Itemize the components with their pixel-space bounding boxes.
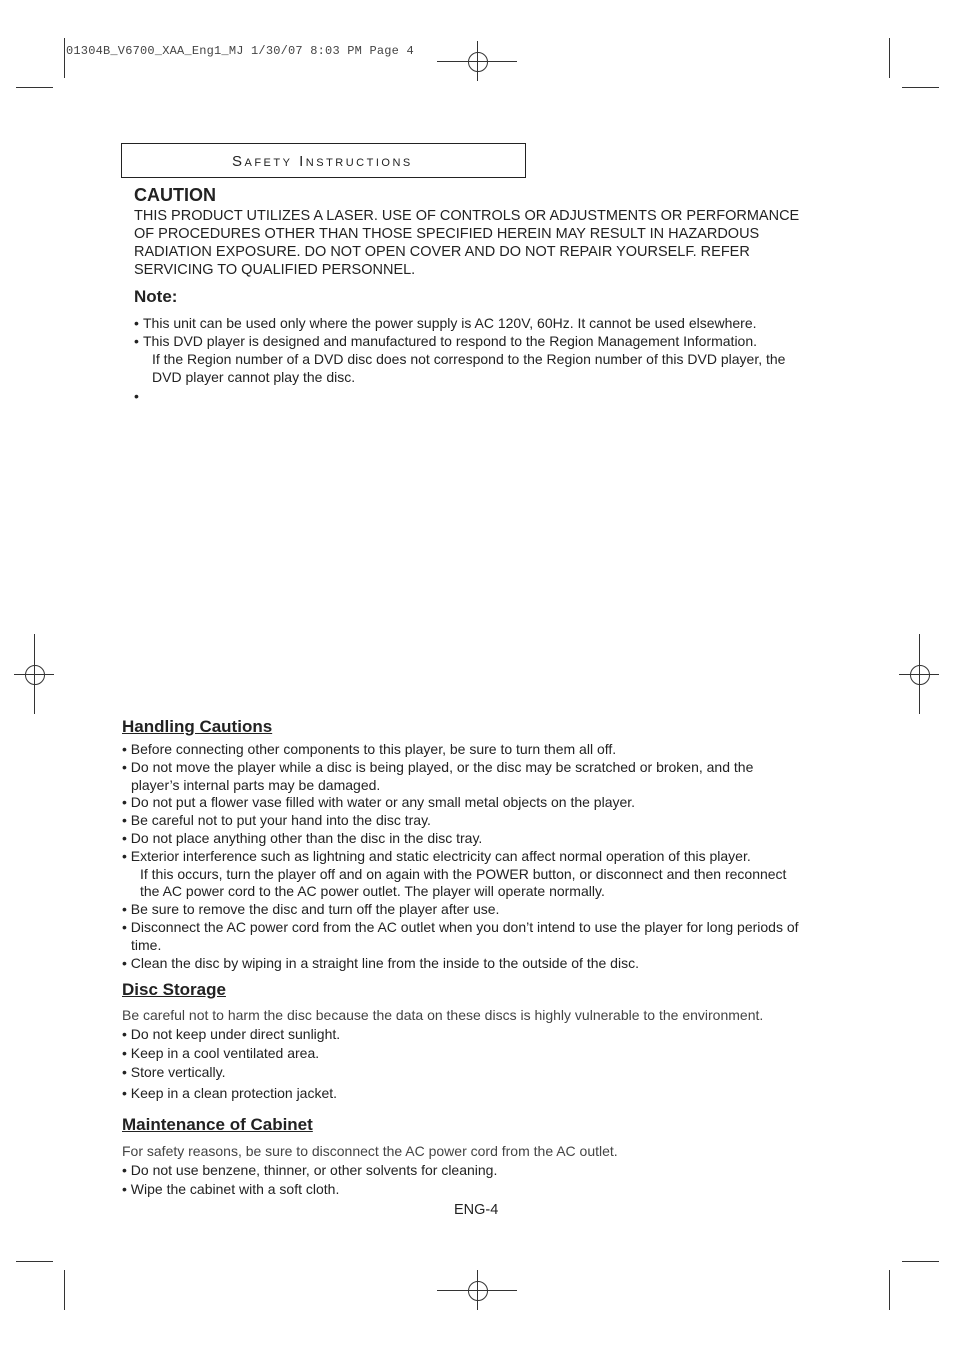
- disc-storage-intro: Be careful not to harm the disc because the data on these discs is highly vulnerable to the environment.: [122, 1007, 764, 1023]
- note-heading: Note:: [134, 287, 178, 306]
- list-item: • Be sure to remove the disc and turn off the player after use.: [122, 901, 500, 918]
- interference-paragraph: If this occurs, turn the player off and on again with the POWER button, or disconnect and then reconnect the AC power cord to the AC power outlet. The player will operate normally.: [140, 865, 787, 900]
- section-title-box: [121, 143, 526, 178]
- section-title: Safety Instructions: [232, 153, 413, 170]
- crop-mark: [889, 38, 890, 78]
- maintenance-heading: Maintenance of Cabinet: [122, 1115, 313, 1134]
- list-item: • Do not put a flower vase filled with water or any small metal objects on the player.: [122, 794, 636, 811]
- list-item: • Keep in a cool ventilated area.: [122, 1045, 320, 1061]
- list-item: • Wipe the cabinet with a soft cloth.: [122, 1181, 340, 1197]
- list-item: • Store vertically.: [122, 1064, 226, 1080]
- crop-mark: [64, 1270, 65, 1310]
- list-item: • Clean the disc by wiping in a straight line from the inside to the outside of the disc.: [122, 954, 639, 971]
- crop-mark: [16, 87, 53, 88]
- crop-mark: [16, 1261, 53, 1262]
- crop-mark: [889, 1270, 890, 1310]
- maintenance-list: [122, 1161, 802, 1199]
- list-item: • Do not move the player while a disc is being played, or the disc may be scratched or broken, and the player’s internal parts may be damaged.: [122, 758, 754, 793]
- note-list: [134, 314, 804, 405]
- list-item: • Exterior interference such as lightning and static electricity can affect normal operation of this player. If this occurs, turn the player off and on again with the POWER button, or disconnect and then reconnect the AC power cord to the AC power outlet. The player will operate normally.: [122, 848, 802, 901]
- region-paragraph: If the Region number of a DVD disc does not correspond to the Region number of this DVD player, the DVD player cannot play the disc.: [152, 351, 786, 385]
- list-item: • Do not use benzene, thinner, or other solvents for cleaning.: [122, 1162, 498, 1178]
- handling-cautions-list: [122, 741, 802, 972]
- disc-storage-list: [122, 1025, 802, 1103]
- list-item: • Do not place anything other than the disc in the disc tray.: [122, 829, 483, 846]
- list-item: • Be careful not to put your hand into the disc tray.: [122, 812, 431, 829]
- registration-mark-bottom: [457, 1270, 497, 1310]
- maintenance-intro: For safety reasons, be sure to disconnect the AC power cord from the AC outlet.: [122, 1143, 618, 1159]
- list-item: • Before connecting other components to this player, be sure to turn them all off.: [122, 741, 617, 757]
- crop-mark: [902, 87, 939, 88]
- caution-text: THIS PRODUCT UTILIZES A LASER. USE OF CONTROLS OR ADJUSTMENTS OR PERFORMANCE OF PROCEDURES OTHER THAN THOSE SPECIFIED HEREIN MAY RESULT IN HAZARDOUS RADIATION EXPOSURE. DO NOT OPEN COVER AND DO NOT REPAIR YOURSELF. REFER SERVICING TO QUALIFIED PERSONNEL.: [134, 208, 800, 278]
- page-number: ENG-4: [454, 1202, 499, 1218]
- handling-cautions-heading: Handling Cautions: [122, 717, 273, 736]
- registration-mark-left: [14, 654, 54, 694]
- list-item: • Keep in a clean protection jacket.: [122, 1085, 338, 1101]
- crop-mark: [902, 1261, 939, 1262]
- list-item: • This unit can be used only where the power supply is AC 120V, 60Hz. It cannot be used elsewhere.: [134, 315, 757, 331]
- caution-heading: CAUTION: [134, 185, 216, 205]
- disc-storage-heading: Disc Storage: [122, 980, 226, 999]
- list-item: • Disconnect the AC power cord from the AC outlet when you don’t intend to use the player for long periods of time.: [122, 918, 799, 953]
- list-item: • This DVD player is designed and manufactured to respond to the Region Management Information. If the Region number of a DVD disc does not correspond to the Region number of this DVD player, the DVD player cannot play the disc.: [134, 332, 804, 386]
- print-header: 01304B_V6700_XAA_Eng1_MJ 1/30/07 8:03 PM Page 4: [66, 44, 414, 58]
- registration-mark-top: [457, 41, 497, 81]
- list-item: •: [134, 388, 139, 404]
- crop-mark: [64, 38, 65, 78]
- list-item: • Do not keep under direct sunlight.: [122, 1026, 341, 1042]
- registration-mark-right: [899, 654, 939, 694]
